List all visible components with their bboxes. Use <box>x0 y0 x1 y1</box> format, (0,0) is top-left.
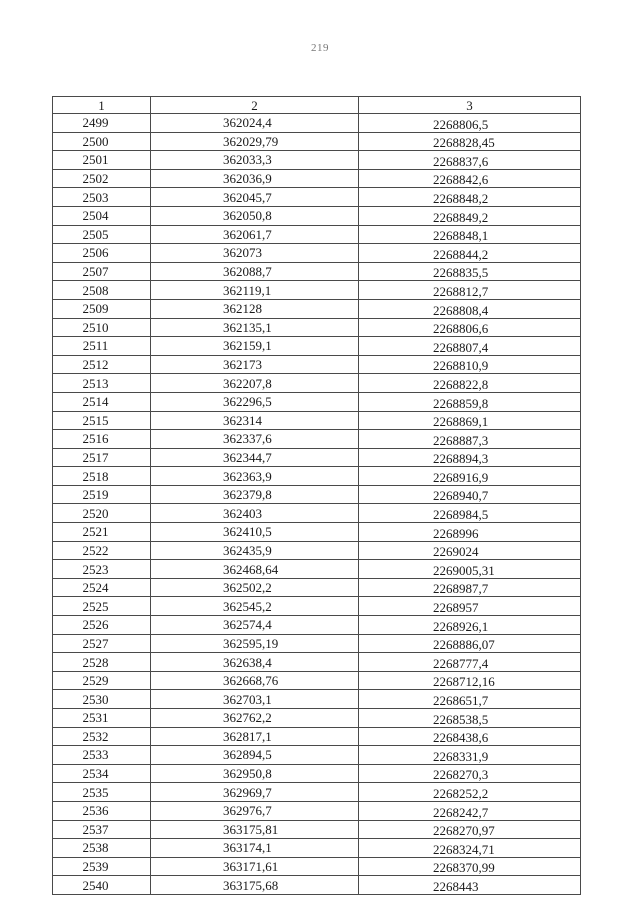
point-number-cell: 2510 <box>53 318 151 337</box>
table-row <box>53 225 581 244</box>
x-coordinate-cell: 362574,4 <box>151 616 359 635</box>
table-row <box>53 820 581 839</box>
x-coordinate-cell: 362545,2 <box>151 597 359 616</box>
y-coordinate-cell: 2268438,6 <box>359 727 581 746</box>
point-number-cell: 2514 <box>53 392 151 411</box>
y-coordinate-cell: 2268270,3 <box>359 764 581 783</box>
table-row <box>53 801 581 820</box>
y-coordinate-cell: 2268859,8 <box>359 392 581 411</box>
point-number-cell: 2522 <box>53 541 151 560</box>
x-coordinate-cell: 362207,8 <box>151 374 359 393</box>
table-row <box>53 318 581 337</box>
point-number-cell: 2518 <box>53 467 151 486</box>
point-number-cell: 2503 <box>53 188 151 207</box>
y-coordinate-cell: 2268242,7 <box>359 801 581 820</box>
y-coordinate-cell: 2268849,2 <box>359 206 581 225</box>
point-number-cell: 2529 <box>53 671 151 690</box>
table-row <box>53 169 581 188</box>
point-number-cell: 2501 <box>53 151 151 170</box>
point-number-cell: 2527 <box>53 634 151 653</box>
table-row <box>53 448 581 467</box>
table-row <box>53 709 581 728</box>
table-row <box>53 485 581 504</box>
x-coordinate-cell: 362703,1 <box>151 690 359 709</box>
point-number-cell: 2502 <box>53 169 151 188</box>
point-number-cell: 2515 <box>53 411 151 430</box>
point-number-cell: 2525 <box>53 597 151 616</box>
y-coordinate-cell: 2268443 <box>359 876 581 895</box>
y-coordinate-cell: 2268844,2 <box>359 244 581 263</box>
y-coordinate-cell: 2268940,7 <box>359 485 581 504</box>
point-number-cell: 2530 <box>53 690 151 709</box>
y-coordinate-cell: 2268842,6 <box>359 169 581 188</box>
point-number-cell: 2511 <box>53 337 151 356</box>
point-number-cell: 2520 <box>53 504 151 523</box>
y-coordinate-cell: 2268837,6 <box>359 151 581 170</box>
point-number-cell: 2534 <box>53 764 151 783</box>
point-number-cell: 2516 <box>53 430 151 449</box>
x-coordinate-cell: 362817,1 <box>151 727 359 746</box>
point-number-cell: 2508 <box>53 281 151 300</box>
y-coordinate-cell: 2268984,5 <box>359 504 581 523</box>
table-row <box>53 783 581 802</box>
x-coordinate-cell: 362976,7 <box>151 801 359 820</box>
x-coordinate-cell: 362050,8 <box>151 206 359 225</box>
x-coordinate-cell: 362029,79 <box>151 132 359 151</box>
x-coordinate-cell: 362435,9 <box>151 541 359 560</box>
y-coordinate-cell: 2268252,2 <box>359 783 581 802</box>
table-row <box>53 244 581 263</box>
x-coordinate-cell: 362410,5 <box>151 523 359 542</box>
y-coordinate-cell: 2268886,07 <box>359 634 581 653</box>
y-coordinate-cell: 2268806,6 <box>359 318 581 337</box>
table-body <box>53 114 581 895</box>
y-coordinate-cell: 2269024 <box>359 541 581 560</box>
table-row <box>53 504 581 523</box>
y-coordinate-cell: 2268324,71 <box>359 839 581 858</box>
table-row <box>53 467 581 486</box>
y-coordinate-cell: 2268916,9 <box>359 467 581 486</box>
point-number-cell: 2506 <box>53 244 151 263</box>
table-row <box>53 653 581 672</box>
point-number-cell: 2521 <box>53 523 151 542</box>
table-row <box>53 746 581 765</box>
y-coordinate-cell: 2268887,3 <box>359 430 581 449</box>
table-row <box>53 132 581 151</box>
point-number-cell: 2526 <box>53 616 151 635</box>
x-coordinate-cell: 362468,64 <box>151 560 359 579</box>
x-coordinate-cell: 362379,8 <box>151 485 359 504</box>
table-row <box>53 727 581 746</box>
y-coordinate-cell: 2268987,7 <box>359 578 581 597</box>
point-number-cell: 2499 <box>53 114 151 133</box>
x-coordinate-cell: 362036,9 <box>151 169 359 188</box>
y-coordinate-cell: 2268835,5 <box>359 262 581 281</box>
table-row <box>53 151 581 170</box>
table-row <box>53 281 581 300</box>
y-coordinate-cell: 2268806,5 <box>359 114 581 133</box>
x-coordinate-cell: 363171,61 <box>151 857 359 876</box>
x-coordinate-cell: 362033,3 <box>151 151 359 170</box>
point-number-cell: 2533 <box>53 746 151 765</box>
table-row <box>53 299 581 318</box>
table-row <box>53 857 581 876</box>
point-number-cell: 2528 <box>53 653 151 672</box>
y-coordinate-cell: 2269005,31 <box>359 560 581 579</box>
x-coordinate-cell: 362088,7 <box>151 262 359 281</box>
x-coordinate-cell: 362296,5 <box>151 392 359 411</box>
table-row <box>53 430 581 449</box>
point-number-cell: 2517 <box>53 448 151 467</box>
point-number-cell: 2536 <box>53 801 151 820</box>
coordinates-table <box>52 96 581 895</box>
y-coordinate-cell: 2268894,3 <box>359 448 581 467</box>
x-coordinate-cell: 362173 <box>151 355 359 374</box>
x-coordinate-cell: 362668,76 <box>151 671 359 690</box>
table-row <box>53 523 581 542</box>
table-row <box>53 839 581 858</box>
point-number-cell: 2504 <box>53 206 151 225</box>
point-number-cell: 2523 <box>53 560 151 579</box>
table-row <box>53 188 581 207</box>
y-coordinate-cell: 2268812,7 <box>359 281 581 300</box>
column-header-2: 2 <box>151 97 359 114</box>
x-coordinate-cell: 363175,81 <box>151 820 359 839</box>
x-coordinate-cell: 362135,1 <box>151 318 359 337</box>
table-header-row <box>53 97 581 114</box>
x-coordinate-cell: 362762,2 <box>151 709 359 728</box>
table-row <box>53 690 581 709</box>
table-row <box>53 337 581 356</box>
x-coordinate-cell: 362363,9 <box>151 467 359 486</box>
x-coordinate-cell: 362969,7 <box>151 783 359 802</box>
point-number-cell: 2519 <box>53 485 151 504</box>
point-number-cell: 2537 <box>53 820 151 839</box>
x-coordinate-cell: 362950,8 <box>151 764 359 783</box>
x-coordinate-cell: 362314 <box>151 411 359 430</box>
point-number-cell: 2532 <box>53 727 151 746</box>
x-coordinate-cell: 362894,5 <box>151 746 359 765</box>
y-coordinate-cell: 2268712,16 <box>359 671 581 690</box>
table-row <box>53 392 581 411</box>
table-row <box>53 541 581 560</box>
point-number-cell: 2512 <box>53 355 151 374</box>
table-row <box>53 578 581 597</box>
column-header-1: 1 <box>53 97 151 114</box>
y-coordinate-cell: 2268331,9 <box>359 746 581 765</box>
y-coordinate-cell: 2268807,4 <box>359 337 581 356</box>
x-coordinate-cell: 363175,68 <box>151 876 359 895</box>
y-coordinate-cell: 2268828,45 <box>359 132 581 151</box>
point-number-cell: 2531 <box>53 709 151 728</box>
page-number: 219 <box>311 42 329 54</box>
point-number-cell: 2513 <box>53 374 151 393</box>
point-number-cell: 2539 <box>53 857 151 876</box>
point-number-cell: 2500 <box>53 132 151 151</box>
y-coordinate-cell: 2268651,7 <box>359 690 581 709</box>
x-coordinate-cell: 362502,2 <box>151 578 359 597</box>
y-coordinate-cell: 2268848,2 <box>359 188 581 207</box>
x-coordinate-cell: 362638,4 <box>151 653 359 672</box>
y-coordinate-cell: 2268810,9 <box>359 355 581 374</box>
x-coordinate-cell: 362024,4 <box>151 114 359 133</box>
point-number-cell: 2538 <box>53 839 151 858</box>
y-coordinate-cell: 2268996 <box>359 523 581 542</box>
x-coordinate-cell: 362403 <box>151 504 359 523</box>
y-coordinate-cell: 2268270,97 <box>359 820 581 839</box>
table-row <box>53 634 581 653</box>
x-coordinate-cell: 362119,1 <box>151 281 359 300</box>
y-coordinate-cell: 2268926,1 <box>359 616 581 635</box>
table-row <box>53 411 581 430</box>
x-coordinate-cell: 362061,7 <box>151 225 359 244</box>
table-row <box>53 876 581 895</box>
y-coordinate-cell: 2268538,5 <box>359 709 581 728</box>
y-coordinate-cell: 2268808,4 <box>359 299 581 318</box>
point-number-cell: 2505 <box>53 225 151 244</box>
table-row <box>53 355 581 374</box>
table-row <box>53 671 581 690</box>
y-coordinate-cell: 2268869,1 <box>359 411 581 430</box>
table-row <box>53 764 581 783</box>
x-coordinate-cell: 362128 <box>151 299 359 318</box>
table-row <box>53 114 581 133</box>
y-coordinate-cell: 2268777,4 <box>359 653 581 672</box>
table-row <box>53 597 581 616</box>
x-coordinate-cell: 362045,7 <box>151 188 359 207</box>
point-number-cell: 2509 <box>53 299 151 318</box>
table-row <box>53 374 581 393</box>
y-coordinate-cell: 2268848,1 <box>359 225 581 244</box>
x-coordinate-cell: 362595,19 <box>151 634 359 653</box>
table-row <box>53 616 581 635</box>
x-coordinate-cell: 362159,1 <box>151 337 359 356</box>
point-number-cell: 2535 <box>53 783 151 802</box>
point-number-cell: 2524 <box>53 578 151 597</box>
x-coordinate-cell: 363174,1 <box>151 839 359 858</box>
point-number-cell: 2540 <box>53 876 151 895</box>
table-row <box>53 560 581 579</box>
y-coordinate-cell: 2268957 <box>359 597 581 616</box>
point-number-cell: 2507 <box>53 262 151 281</box>
table-row <box>53 206 581 225</box>
x-coordinate-cell: 362344,7 <box>151 448 359 467</box>
x-coordinate-cell: 362073 <box>151 244 359 263</box>
table-row <box>53 262 581 281</box>
y-coordinate-cell: 2268822,8 <box>359 374 581 393</box>
y-coordinate-cell: 2268370,99 <box>359 857 581 876</box>
column-header-3: 3 <box>359 97 581 114</box>
x-coordinate-cell: 362337,6 <box>151 430 359 449</box>
